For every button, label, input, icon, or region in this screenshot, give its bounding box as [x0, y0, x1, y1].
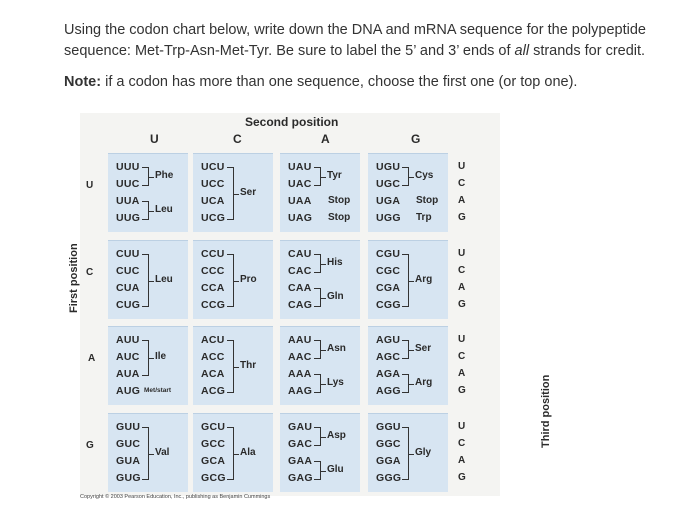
codon-acc: ACC	[201, 351, 225, 363]
codon-ucu: UCU	[201, 161, 225, 173]
question-line-2-a: sequence: Met-Trp-Asn-Met-Tyr. Be sure to label the 5’ and 3’ ends of	[64, 43, 515, 59]
codon-gag: GAG	[288, 472, 313, 484]
aa-arg-cg: Arg	[415, 273, 433, 285]
aa-leu-uu: Leu	[155, 203, 173, 215]
bracket-ag-2	[402, 374, 409, 393]
bracket-cu-0	[142, 254, 149, 307]
codon-agc: AGC	[376, 351, 401, 363]
codon-ucg: UCG	[201, 212, 226, 224]
codon-uag: UAG	[288, 212, 313, 224]
codon-uuc: UUC	[116, 178, 140, 190]
question-text	[64, 20, 664, 93]
codon-uug: UUG	[116, 212, 141, 224]
col-header-g: G	[411, 132, 421, 146]
bracket-ga-0	[314, 427, 321, 446]
first-position-label: First position	[68, 243, 80, 313]
third-letter-a: A	[458, 195, 466, 206]
codon-gca: GCA	[201, 455, 226, 467]
aa-metstart-au: Met/start	[144, 387, 172, 394]
codon-gug: GUG	[116, 472, 141, 484]
codon-gga: GGA	[376, 455, 401, 467]
codon-cug: CUG	[116, 299, 141, 311]
aa-his-ca: His	[327, 256, 343, 268]
bracket-cc-0	[227, 254, 234, 307]
codon-acg: ACG	[201, 385, 226, 397]
third-letter-g: G	[458, 212, 466, 223]
codon-ggc: GGC	[376, 438, 401, 450]
codon-ugu: UGU	[376, 161, 401, 173]
note-text: if a codon has more than one sequence, choose the first one (or top one).	[101, 74, 578, 90]
third-letter-g: G	[458, 385, 466, 396]
codon-aca: ACA	[201, 368, 225, 380]
second-position-label: Second position	[245, 115, 339, 129]
codon-ccu: CCU	[201, 248, 225, 260]
codon-gac: GAC	[288, 438, 313, 450]
aa-gly-gg: Gly	[415, 446, 432, 458]
aa-asn-aa: Asn	[327, 342, 346, 354]
codon-aac: AAC	[288, 351, 312, 363]
col-header-u: U	[150, 132, 159, 146]
codon-cac: CAC	[288, 265, 312, 277]
bracket-gg-0	[402, 427, 409, 480]
aa-tyr-ua: Tyr	[327, 169, 342, 181]
aa-ser-ag: Ser	[415, 342, 432, 354]
codon-ggg: GGG	[376, 472, 402, 484]
codon-aug: AUG	[116, 385, 141, 397]
bracket-ag-0	[402, 340, 409, 359]
col-header-a: A	[321, 132, 330, 146]
bracket-ac-0	[227, 340, 234, 393]
codon-guu: GUU	[116, 421, 141, 433]
codon-aua: AUA	[116, 368, 140, 380]
third-letter-c: C	[458, 265, 466, 276]
codon-auu: AUU	[116, 334, 140, 346]
first-letter-u: U	[86, 180, 94, 191]
bracket-ca-0	[314, 254, 321, 273]
codon-gcu: GCU	[201, 421, 226, 433]
aa-stop-ua: Stop	[328, 212, 351, 223]
first-letter-c: C	[86, 267, 94, 278]
codon-uac: UAC	[288, 178, 312, 190]
third-letter-c: C	[458, 351, 466, 362]
third-letter-u: U	[458, 421, 466, 432]
bracket-uc-0	[227, 167, 234, 220]
codon-cau: CAU	[288, 248, 312, 260]
aa-ser-uc: Ser	[240, 186, 257, 198]
codon-agu: AGU	[376, 334, 401, 346]
bracket-uu-2	[142, 201, 149, 220]
question-line-2-c: strands for credit.	[529, 43, 646, 59]
bracket-uu-0	[142, 167, 149, 186]
codon-ugg: UGG	[376, 212, 401, 224]
col-header-c: C	[233, 132, 242, 146]
first-letter-a: A	[88, 353, 96, 364]
copyright: Copyright © 2003 Pearson Education, Inc., publishing as Benjamin Cummings	[80, 494, 271, 500]
codon-chart	[68, 113, 552, 496]
bracket-gu-0	[142, 427, 149, 480]
codon-cuc: CUC	[116, 265, 140, 277]
codon-uaa: UAA	[288, 195, 312, 207]
bracket-gc-0	[227, 427, 234, 480]
codon-aaa: AAA	[288, 368, 312, 380]
codon-cgg: CGG	[376, 299, 401, 311]
third-letter-u: U	[458, 161, 466, 172]
codon-agg: AGG	[376, 385, 401, 397]
aa-trp-ug: Trp	[416, 212, 432, 223]
question-note	[64, 72, 664, 93]
codon-guc: GUC	[116, 438, 141, 450]
aa-leu-cu: Leu	[155, 273, 173, 285]
bracket-ug-0	[402, 167, 409, 186]
first-letter-g: G	[86, 440, 94, 451]
codon-ucc: UCC	[201, 178, 225, 190]
codon-cag: CAG	[288, 299, 313, 311]
third-letter-c: C	[458, 438, 466, 449]
codon-uca: UCA	[201, 195, 225, 207]
aa-arg-ag: Arg	[415, 376, 433, 388]
bracket-aa-2	[314, 374, 321, 393]
third-letter-a: A	[458, 368, 466, 379]
third-letter-a: A	[458, 282, 466, 293]
codon-uuu: UUU	[116, 161, 140, 173]
aa-phe-uu: Phe	[155, 169, 174, 181]
codon-gcc: GCC	[201, 438, 226, 450]
codon-uga: UGA	[376, 195, 401, 207]
codon-aga: AGA	[376, 368, 401, 380]
codon-cca: CCA	[201, 282, 225, 294]
bracket-ca-2	[314, 288, 321, 307]
codon-auc: AUC	[116, 351, 140, 363]
codon-ccg: CCG	[201, 299, 226, 311]
aa-gln-ca: Gln	[327, 290, 344, 302]
bracket-ua-0	[314, 167, 321, 186]
question-line-1: Using the codon chart below, write down the DNA and mRNA sequence for the polypeptide	[64, 22, 646, 38]
aa-ile-au: Ile	[155, 351, 167, 362]
codon-gaa: GAA	[288, 455, 313, 467]
aa-cys-ug: Cys	[415, 169, 434, 181]
third-position-label: Third position	[540, 374, 552, 448]
question-line-2-italic: all	[514, 43, 530, 59]
codon-gcg: GCG	[201, 472, 226, 484]
aa-stop-ug: Stop	[416, 195, 439, 206]
third-letter-g: G	[458, 472, 466, 483]
aa-stop-ua: Stop	[328, 195, 351, 206]
bracket-cg-0	[402, 254, 409, 307]
aa-glu-ga: Glu	[327, 463, 344, 475]
codon-cua: CUA	[116, 282, 140, 294]
aa-val-gu: Val	[155, 446, 170, 458]
aa-thr-ac: Thr	[240, 359, 257, 371]
aa-lys-aa: Lys	[327, 376, 344, 388]
codon-cgu: CGU	[376, 248, 401, 260]
codon-aau: AAU	[288, 334, 312, 346]
bracket-ga-2	[314, 461, 321, 480]
aa-asp-ga: Asp	[327, 429, 346, 441]
codon-cgc: CGC	[376, 265, 401, 277]
codon-cga: CGA	[376, 282, 401, 294]
third-letter-g: G	[458, 299, 466, 310]
note-label: Note:	[64, 74, 102, 90]
bracket-aa-0	[314, 340, 321, 359]
aa-pro-cc: Pro	[240, 273, 257, 285]
question-line-2	[64, 41, 664, 62]
codon-gua: GUA	[116, 455, 141, 467]
codon-acu: ACU	[201, 334, 225, 346]
aa-ala-gc: Ala	[240, 446, 256, 458]
codon-ggu: GGU	[376, 421, 401, 433]
third-letter-u: U	[458, 248, 466, 259]
codon-gau: GAU	[288, 421, 313, 433]
codon-aag: AAG	[288, 385, 313, 397]
third-letter-c: C	[458, 178, 466, 189]
codon-cuu: CUU	[116, 248, 140, 260]
third-letter-u: U	[458, 334, 466, 345]
codon-ugc: UGC	[376, 178, 401, 190]
bracket-au-0	[142, 340, 149, 376]
codon-uua: UUA	[116, 195, 140, 207]
codon-caa: CAA	[288, 282, 312, 294]
third-letter-a: A	[458, 455, 466, 466]
codon-ccc: CCC	[201, 265, 225, 277]
codon-uau: UAU	[288, 161, 312, 173]
